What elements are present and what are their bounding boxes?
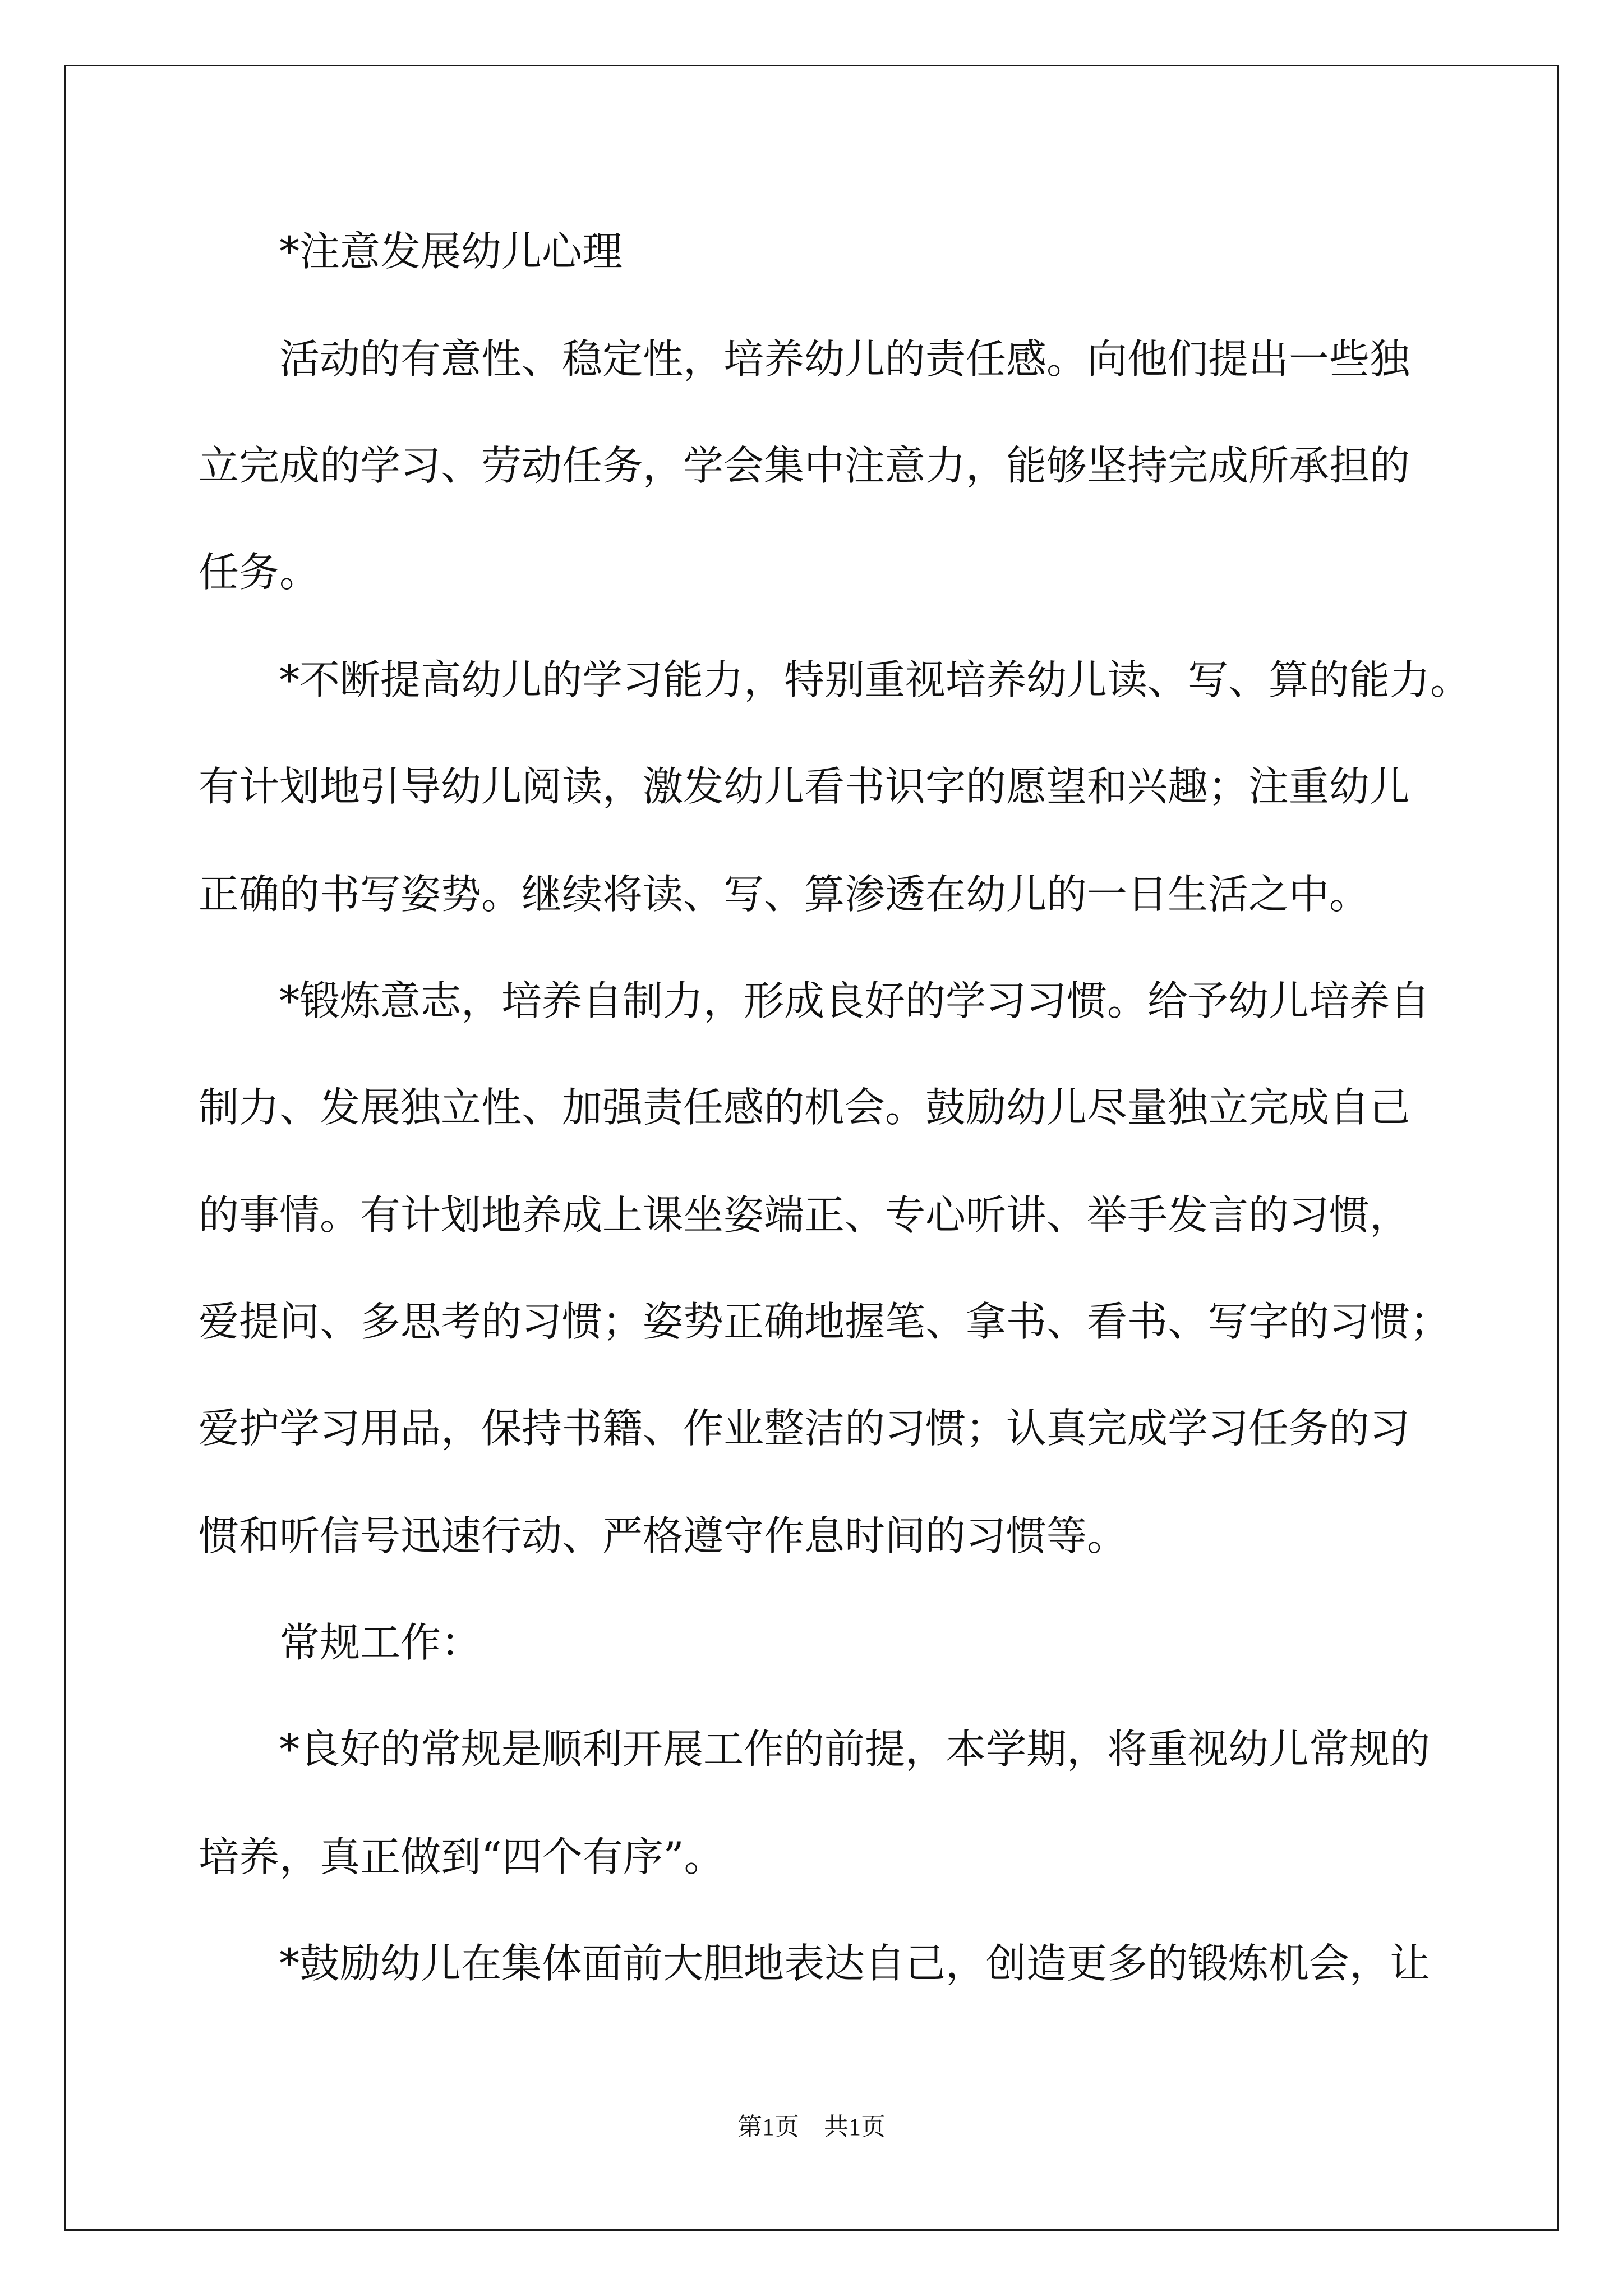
page-total: 共1页 bbox=[824, 2113, 886, 2141]
text-line: 培养，真正做到“四个有序”。 bbox=[199, 1833, 725, 1880]
text-line: 任务。 bbox=[199, 549, 320, 596]
text-line: *鼓励幼儿在集体面前大胆地表达自己，创造更多的锻炼机会，让 bbox=[279, 1940, 1431, 1987]
text-line: 制力、发展独立性、加强责任感的机会。鼓励幼儿尽量独立完成自己 bbox=[199, 1084, 1410, 1131]
text-line: 惯和听信号迅速行动、严格遵守作息时间的习惯等。 bbox=[199, 1512, 1128, 1559]
text-line: 活动的有意性、稳定性，培养幼儿的责任感。向他们提出一些独 bbox=[279, 335, 1410, 383]
text-line: *不断提高幼儿的学习能力，特别重视培养幼儿读、写、算的能力。 bbox=[279, 656, 1471, 703]
section-heading: 常规工作： bbox=[279, 1619, 482, 1666]
text-line: 有计划地引导幼儿阅读，激发幼儿看书识字的愿望和兴趣；注重幼儿 bbox=[199, 763, 1410, 810]
page-number: 第1页 bbox=[737, 2113, 799, 2141]
page-footer bbox=[0, 2110, 1623, 2144]
text-line: 爱护学习用品，保持书籍、作业整洁的习惯；认真完成学习任务的习 bbox=[199, 1405, 1410, 1452]
text-line: *良好的常规是顺利开展工作的前提，本学期，将重视幼儿常规的 bbox=[279, 1726, 1431, 1773]
text-line: 立完成的学习、劳动任务，学会集中注意力，能够坚持完成所承担的 bbox=[199, 442, 1410, 489]
text-line: 爱提问、多思考的习惯；姿势正确地握笔、拿书、看书、写字的习惯； bbox=[199, 1298, 1451, 1345]
text-line: 正确的书写姿势。继续将读、写、算渗透在幼儿的一日生活之中。 bbox=[199, 871, 1370, 918]
text-line: 的事情。有计划地养成上课坐姿端正、专心听讲、举手发言的习惯， bbox=[199, 1191, 1410, 1239]
page-border bbox=[64, 65, 1559, 2231]
text-line: *锻炼意志，培养自制力，形成良好的学习习惯。给予幼儿培养自 bbox=[279, 977, 1431, 1024]
heading-line: *注意发展幼儿心理 bbox=[279, 228, 623, 275]
